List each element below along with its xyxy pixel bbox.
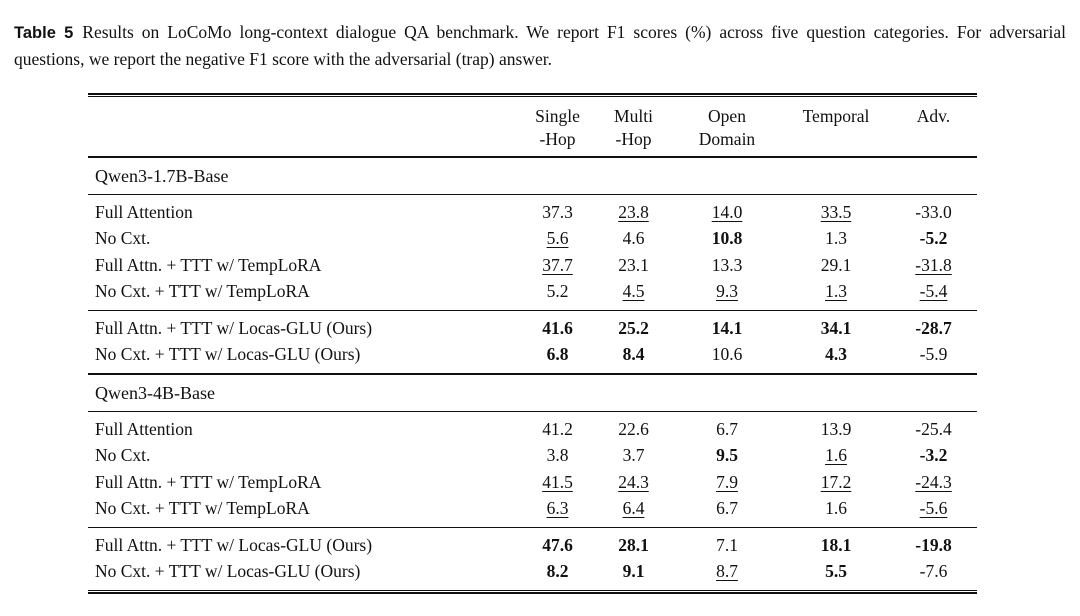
value-cell: 6.7	[716, 498, 738, 519]
table-row	[88, 469, 977, 496]
value-cell: 3.8	[546, 445, 569, 466]
value-cell: 7.9	[716, 471, 738, 492]
row-label: Full Attn. + TTT w/ TempLoRA	[95, 254, 322, 275]
value-cell: 6.8	[546, 344, 569, 365]
row-label: No Cxt. + TTT w/ Locas-GLU (Ours)	[95, 344, 361, 365]
column-header-adv: Adv.	[916, 106, 951, 126]
value-cell: 28.1	[618, 534, 649, 555]
row-label: No Cxt.	[95, 228, 151, 249]
value-cell: 18.1	[820, 534, 852, 555]
value-cell: 4.3	[825, 344, 847, 365]
table-row	[88, 416, 977, 443]
table-row	[88, 559, 977, 586]
value-cell: 6.7	[716, 418, 738, 439]
value-cell: 7.1	[716, 534, 738, 555]
row-block	[88, 412, 977, 527]
value-cell: 34.1	[820, 317, 852, 338]
value-cell: -5.6	[919, 498, 948, 519]
value-cell: 29.1	[820, 254, 852, 275]
value-cell: -24.3	[915, 471, 952, 492]
value-cell: 4.6	[622, 228, 645, 249]
value-cell: 5.2	[546, 281, 569, 302]
row-label: No Cxt. + TTT w/ TempLoRA	[95, 281, 310, 302]
value-cell: 6.3	[546, 498, 569, 519]
value-cell: 41.2	[542, 418, 573, 439]
value-cell: 25.2	[618, 317, 649, 338]
section-header: Qwen3-4B-Base	[95, 383, 215, 403]
value-cell: 9.3	[716, 281, 738, 302]
row-label: Full Attention	[95, 418, 193, 439]
value-cell: 24.3	[618, 471, 649, 492]
column-header-multi-hop: Multi -Hop	[614, 106, 653, 149]
table-row	[88, 279, 977, 306]
value-cell: 37.3	[542, 201, 573, 222]
table-row	[88, 443, 977, 470]
column-header-open-domain: Open Domain	[698, 106, 756, 149]
value-cell: 3.7	[622, 445, 645, 466]
row-label: Full Attn. + TTT w/ Locas-GLU (Ours)	[95, 317, 373, 338]
value-cell: 8.2	[546, 561, 569, 582]
row-label: No Cxt. + TTT w/ Locas-GLU (Ours)	[95, 561, 361, 582]
table-row	[88, 315, 977, 342]
value-cell: 22.6	[618, 418, 649, 439]
value-cell: -5.2	[919, 228, 948, 249]
value-cell: -25.4	[915, 418, 952, 439]
value-cell: -31.8	[915, 254, 952, 275]
value-cell: 23.8	[618, 201, 649, 222]
value-cell: -7.6	[919, 561, 948, 582]
value-cell: 8.7	[716, 561, 738, 582]
value-cell: -5.9	[919, 344, 948, 365]
value-cell: 23.1	[618, 254, 649, 275]
table-row	[88, 252, 977, 279]
row-block	[88, 311, 977, 373]
value-cell: 41.6	[542, 317, 573, 338]
value-cell: -3.2	[919, 445, 948, 466]
table-row	[88, 199, 977, 226]
row-block	[88, 195, 977, 310]
value-cell: -33.0	[915, 201, 952, 222]
value-cell: 14.0	[711, 201, 743, 222]
value-cell: 1.3	[825, 281, 847, 302]
row-block	[88, 528, 977, 590]
table-caption	[14, 19, 1066, 72]
row-label: Full Attn. + TTT w/ Locas-GLU (Ours)	[95, 534, 373, 555]
table-row	[88, 226, 977, 253]
value-cell: 14.1	[711, 317, 743, 338]
value-cell: 1.6	[825, 498, 847, 519]
table-row	[88, 532, 977, 559]
value-cell: 41.5	[542, 471, 573, 492]
results-table	[88, 93, 977, 594]
table-body	[88, 158, 977, 590]
table-row	[88, 496, 977, 523]
value-cell: 8.4	[622, 344, 645, 365]
table-row	[88, 342, 977, 369]
value-cell: 9.5	[716, 445, 738, 466]
value-cell: 17.2	[820, 471, 852, 492]
value-cell: 33.5	[820, 201, 852, 222]
row-label: No Cxt. + TTT w/ TempLoRA	[95, 498, 310, 519]
row-label: Full Attention	[95, 201, 193, 222]
value-cell: 13.3	[711, 254, 743, 275]
row-label-header	[88, 105, 520, 151]
value-cell: 4.5	[622, 281, 645, 302]
value-cell: 1.3	[825, 228, 847, 249]
caption-text: Results on LoCoMo long-context dialogue QA benchmark. We report F1 scores (%) across five question categories. For adversarial questions, we report the negative F1 score with the adversarial (trap) answer.	[14, 22, 1066, 69]
table-number-label: Table 5	[14, 24, 74, 42]
value-cell: 47.6	[542, 534, 573, 555]
value-cell: 5.6	[546, 228, 569, 249]
column-header-row	[88, 97, 977, 156]
value-cell: 10.8	[711, 228, 743, 249]
value-cell: -28.7	[915, 317, 952, 338]
value-cell: 13.9	[820, 418, 852, 439]
value-cell: -19.8	[915, 534, 952, 555]
section-header: Qwen3-1.7B-Base	[95, 166, 229, 186]
value-cell: 10.6	[711, 344, 743, 365]
value-cell: 9.1	[622, 561, 645, 582]
value-cell: 5.5	[825, 561, 847, 582]
row-label: Full Attn. + TTT w/ TempLoRA	[95, 471, 322, 492]
value-cell: 1.6	[825, 445, 847, 466]
value-cell: 37.7	[542, 254, 573, 275]
bottom-double-rule	[88, 590, 977, 594]
column-header-single-hop: Single -Hop	[535, 106, 580, 149]
value-cell: -5.4	[919, 281, 948, 302]
row-label: No Cxt.	[95, 445, 151, 466]
column-header-temporal: Temporal	[802, 106, 870, 126]
value-cell: 6.4	[622, 498, 645, 519]
